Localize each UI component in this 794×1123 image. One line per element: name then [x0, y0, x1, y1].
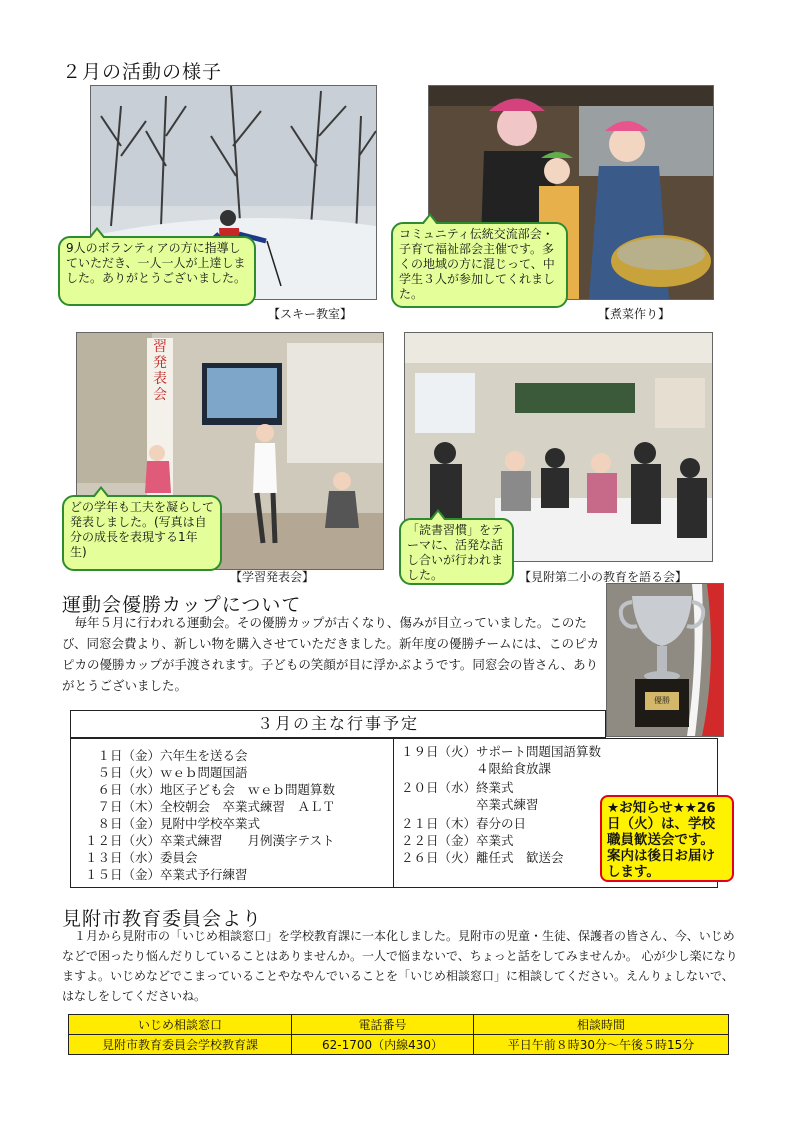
cell-phone: 62-1700（内線430） — [292, 1035, 474, 1055]
event-right-5: ２１日（木）春分の日 — [401, 816, 527, 831]
ski-caption: 【スキー教室】 — [268, 307, 353, 321]
trophy-photo — [606, 583, 724, 737]
event-left-7: １３日（水）委員会 — [85, 850, 198, 865]
cooking-caption: 【煮菜作り】 — [598, 307, 671, 321]
trophy-plate-text: 優勝 — [654, 696, 670, 705]
table-header-row — [69, 1015, 729, 1035]
events-divider — [393, 739, 394, 887]
presentation-caption: 【学習発表会】 — [230, 570, 315, 584]
event-right-4: 卒業式練習 — [401, 797, 539, 812]
header-phone: 電話番号 — [292, 1015, 474, 1035]
header-window: いじめ相談窓口 — [69, 1015, 292, 1035]
event-right-2: ４限給食放課 — [401, 761, 552, 776]
cup-section-title: 運動会優勝カップについて — [62, 594, 302, 616]
event-left-8: １５日（金）卒業式予行練習 — [85, 867, 248, 882]
cooking-speech-bubble — [391, 222, 568, 308]
notice-box: ★お知らせ★★26日（火）は、学校職員歓送会です。案内は後日お届けします。 — [600, 795, 734, 882]
board-section-title: 見附市教育委員会より — [62, 908, 263, 930]
event-left-6: １２日（火）卒業式練習 月例漢字テスト — [85, 833, 335, 848]
march-events-title: ３月の主な行事予定 — [70, 710, 606, 738]
header-hours: 相談時間 — [474, 1015, 729, 1035]
table-row — [69, 1035, 729, 1055]
ski-speech-bubble — [58, 236, 256, 306]
event-right-1: １９日（火）サポート問題国語算数 — [401, 744, 602, 759]
reading-bubble-text: 「読書習慣」をテーマに、活発な話し合いが行われました。 — [407, 523, 504, 582]
cell-window: 見附市教育委員会学校教育課 — [69, 1035, 292, 1055]
presentation-banner: 習発表会 — [153, 339, 167, 403]
event-right-3: ２０日（水）終業式 — [401, 780, 514, 795]
reading-speech-bubble — [399, 518, 514, 585]
reading-caption: 【見附第二小の教育を語る会】 — [519, 570, 688, 584]
cooking-bubble-text: コミュニティ伝統交流部会・子育て福祉部会主催です。多くの地域の方に混じって、中学生３人が参加してくれました。 — [399, 227, 556, 301]
consultation-table — [68, 1014, 729, 1055]
event-left-3: ６日（水）地区子ども会 ｗｅｂ問題算数 — [85, 782, 336, 797]
event-left-1: １日（金）六年生を送る会 — [85, 748, 248, 763]
event-left-2: ５日（火）ｗｅｂ問題国語 — [85, 765, 248, 780]
feb-section-title: ２月の活動の様子 — [62, 61, 223, 83]
presentation-bubble-text: どの学年も工夫を凝らして発表しました。(写真は自分の成長を表現する1年生) — [70, 500, 215, 559]
cell-hours: 平日午前８時30分～午後５時15分 — [474, 1035, 729, 1055]
event-left-5: ８日（金）見附中学校卒業式 — [85, 816, 261, 831]
ski-bubble-text: 9人のボランティアの方に指導していただき、一人一人が上達しました。ありがとうございました。 — [66, 241, 247, 285]
cup-paragraph: 毎年５月に行われる運動会。その優勝カップが古くなり、傷みが目立っていました。このたび、同窓会費より、新しい物を購入させていただきました。新年度の優勝チームには、このピカピカの優勝カップが手渡されます。子どもの笑顔が目に浮かぶようです。同窓会の皆さん、ありがとうございました。 — [62, 615, 600, 693]
presentation-speech-bubble — [62, 495, 222, 571]
event-right-7: ２６日（火）離任式 歓送会 — [401, 850, 564, 865]
board-paragraph: １月から見附市の「いじめ相談窓口」を学校教育課に一本化しました。見附市の児童・生徒、保護者の皆さん、今、いじめなどで困ったり悩んだりしていることはありませんか。一人で悩まないで、ちょっと話をしてみませんか。 心が少し楽になりますよ。いじめなどでこまっていることやなやんでいることを「いじめ相談窓口」に相談してください。えんりょしないで、はなしをしてくださいね。 — [62, 929, 738, 1003]
event-left-4: ７日（木）全校朝会 卒業式練習 ＡＬＴ — [85, 799, 336, 814]
event-right-6: ２２日（金）卒業式 — [401, 833, 514, 848]
